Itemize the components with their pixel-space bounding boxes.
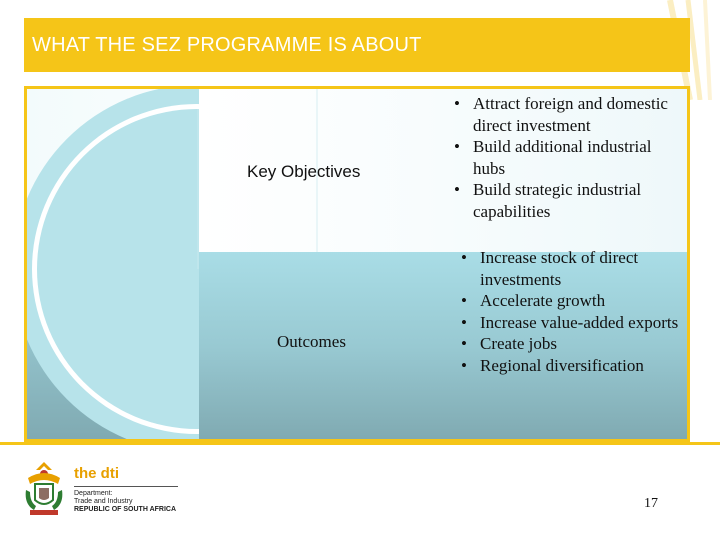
coat-of-arms-icon [22, 460, 66, 518]
list-item: • Build strategic industrial capabilities [454, 179, 684, 222]
list-item: • Attract foreign and domestic direct investment [454, 93, 684, 136]
logo-rule [74, 486, 178, 487]
list-item: • Create jobs [461, 333, 681, 355]
title-bar [24, 18, 690, 72]
list-item: • Build additional industrial hubs [454, 136, 684, 179]
logo-country: REPUBLIC OF SOUTH AFRICA [74, 506, 177, 513]
outcomes-list [461, 247, 681, 376]
list-item: • Regional diversification [461, 355, 681, 377]
outcomes-label: Outcomes [277, 332, 346, 351]
page-number: 17 [644, 496, 658, 511]
footer-divider [0, 442, 720, 445]
slide-title: WHAT THE SEZ PROGRAMME IS ABOUT [32, 34, 422, 56]
dti-logo-text: the dti [74, 465, 119, 482]
key-objectives-label: Key Objectives [247, 162, 361, 181]
list-item: • Accelerate growth [461, 290, 681, 312]
objectives-list [454, 93, 684, 222]
list-item: • Increase value-added exports [461, 312, 681, 334]
logo-department: Department: [74, 490, 113, 497]
list-item: • Increase stock of direct investments [461, 247, 681, 290]
logo-ministry: Trade and Industry [74, 498, 133, 505]
